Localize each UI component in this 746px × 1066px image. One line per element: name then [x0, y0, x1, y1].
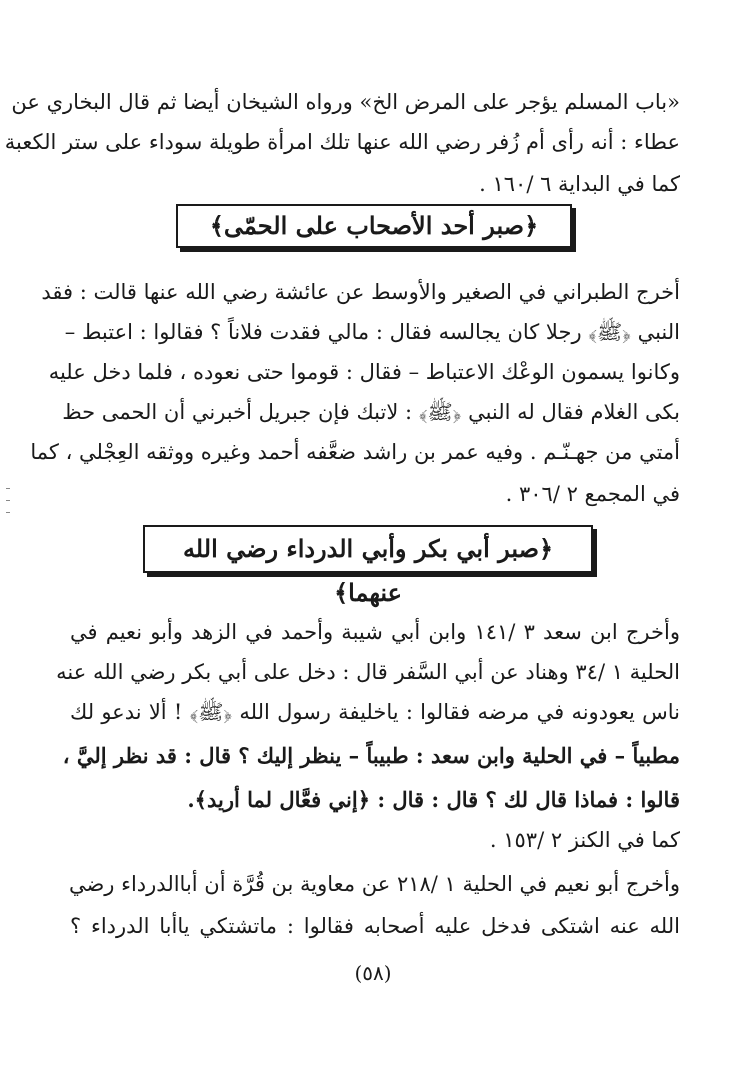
para3-line-6: كما في الكنز ٢ /١٥٣ .	[489, 828, 680, 852]
para1-line-3: كما في البداية ٦ /١٦٠ .	[479, 172, 680, 196]
section-heading-1: ﴿صبر أحد الأصحاب على الحمّى﴾	[176, 204, 572, 248]
para3-line-4: مطبياً – في الحلية وابن سعد : طبيباً – ينظر إليك ؟ قال : قد نظر إليَّ ،	[62, 743, 680, 768]
para4-line-1: وأخرج أبو نعيم في الحلية ١ /٢١٨ عن معاوية بن قُرَّة أن أباالدرداء رضي	[68, 872, 680, 896]
para2-line-6: في المجمع ٢ /٣٠٦ .	[505, 482, 680, 506]
para2-line-3: وكانوا يسمون الوعْك الاعتباط – فقال : قوموا حتى نعوده ، فلما دخل عليه	[48, 360, 680, 384]
para3-line-2: الحلية ١ /٣٤ وهناد عن أبي السَّفر قال : دخل على أبي بكر رضي الله عنه	[56, 660, 680, 684]
margin-mark	[6, 512, 10, 513]
para4-line-2: الله عنه اشتكى فدخل عليه أصحابه فقالوا : ماتشتكي ياأبا الدرداء ؟	[70, 914, 680, 938]
para2-line-2: النبي ﴿ﷺ﴾ رجلا كان يجالسه فقال : مالي فقدت فلاناً ؟ فقالوا : اعتبط –	[64, 320, 680, 344]
section-heading-2: ﴿صبر أبي بكر وأبي الدرداء رضي الله عنهما﴾	[143, 525, 593, 573]
para1-line-1: «باب المسلم يؤجر على المرض الخ» ورواه الشيخان أيضا ثم قال البخاري عن	[11, 90, 680, 114]
para3-line-3: ناس يعودونه في مرضه فقالوا : ياخليفة رسول الله ﴿ﷺ﴾ ! ألا ندعو لك	[70, 700, 680, 724]
para2-line-4: بكى الغلام فقال له النبي ﴿ﷺ﴾ : لاتبك فإن جبريل أخبرني أن الحمى حظ	[62, 400, 680, 424]
margin-mark	[6, 500, 10, 501]
para3-line-1: وأخرج ابن سعد ٣ /١٤١ وابن أبي شيبة وأحمد في الزهد وأبو نعيم في	[70, 620, 680, 644]
para2-line-1: أخرج الطبراني في الصغير والأوسط عن عائشة رضي الله عنها قالت : فقد	[41, 280, 680, 304]
page-number: (٥٨)	[354, 961, 392, 985]
para2-line-5: أمتي من جهـنّـم . وفيه عمر بن راشد ضعَّفه أحمد وغيره ووثقه العِجْلي ، كما	[30, 440, 680, 464]
para1-line-2: عطاء : أنه رأى أم زُفر رضي الله عنها تلك امرأة طويلة سوداء على ستر الكعبة	[4, 130, 680, 154]
para3-line-5: قالوا : فماذا قال لك ؟ قال : قال : ﴿إني فعَّال لما أريد﴾.	[187, 787, 680, 812]
margin-mark	[6, 488, 10, 489]
